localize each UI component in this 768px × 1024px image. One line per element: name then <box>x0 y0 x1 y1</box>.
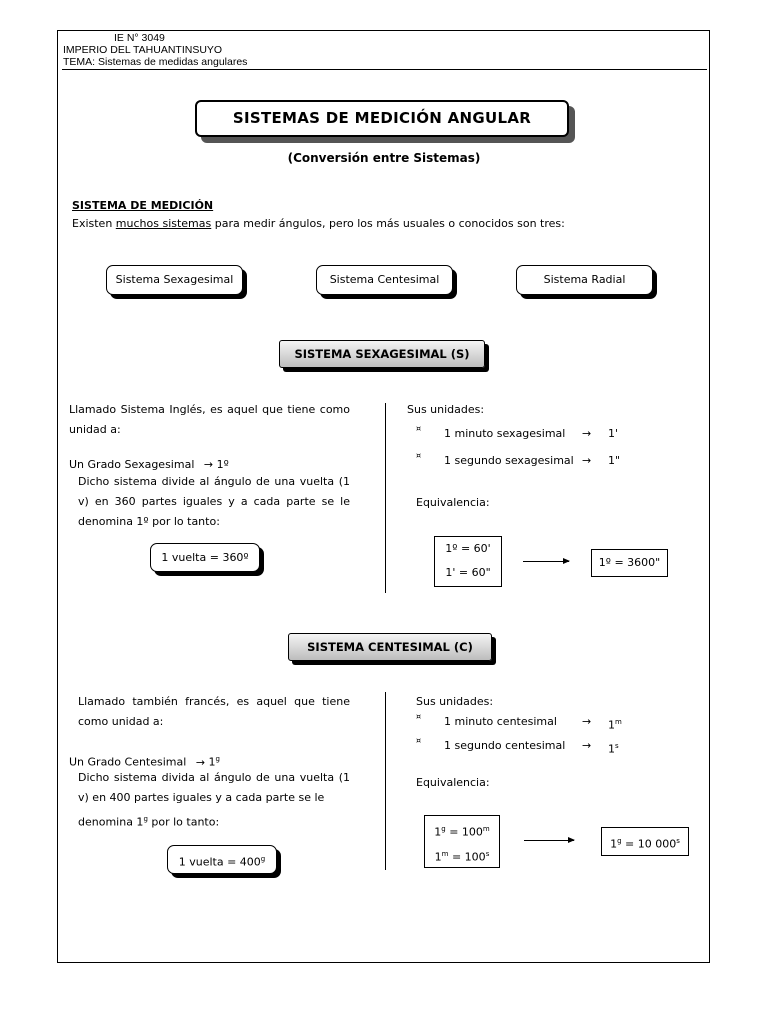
topic-line: TEMA: Sistemas de medidas angulares <box>63 56 248 68</box>
unit-name: 1 minuto centesimal <box>444 715 557 728</box>
main-title: SISTEMAS DE MEDICIÓN ANGULAR <box>195 100 569 137</box>
right-arrow-icon: → <box>195 755 206 769</box>
sexagesimal-vuelta-box: 1 vuelta = 360º <box>150 543 260 572</box>
column-divider <box>385 403 386 593</box>
equivalence-result: $1^g = 10$ 000$^s$ <box>601 827 689 856</box>
column-divider <box>385 692 386 870</box>
right-arrow-icon: → <box>582 427 592 440</box>
right-arrow-icon: → <box>203 458 214 471</box>
equivalence-result: 1º = 3600" <box>591 549 668 577</box>
system-box-sexagesimal: Sistema Sexagesimal <box>106 265 243 295</box>
unit-name: 1 segundo sexagesimal <box>444 454 574 467</box>
school-code: IE N° 3049 <box>114 32 165 44</box>
header-rule <box>62 69 707 70</box>
centesimal-detail-end: denomina 1$^g$ por lo tanto: <box>78 815 220 829</box>
section-heading-centesimal: SISTEMA CENTESIMAL (C) <box>288 633 492 661</box>
intro-text: Existen muchos sistemas para medir ángulos, pero los más usuales o conocidos son tres: <box>72 217 565 230</box>
bullet-icon: ¤ <box>416 451 422 460</box>
equivalence-cell: 1º = 60' <box>434 536 502 562</box>
equivalence-cell: $1^m = 100^s$ <box>424 841 500 868</box>
equivalence-cell: $1^g = 100^m$ <box>424 815 500 843</box>
bullet-icon: ¤ <box>416 424 422 433</box>
right-arrow-icon <box>524 840 574 841</box>
right-arrow-icon: → <box>582 715 592 728</box>
centesimal-unit: Un Grado Centesimal → 1$^g$ <box>69 755 220 769</box>
sexagesimal-description: Llamado Sistema Inglés, es aquel que tiene como unidad a: <box>69 403 350 436</box>
school-name: IMPERIO DEL TAHUANTINSUYO <box>63 44 223 56</box>
right-arrow-icon <box>523 561 569 562</box>
unit-symbol: 1" <box>608 454 621 467</box>
right-arrow-icon: → <box>582 454 592 467</box>
centesimal-description: Llamado también francés, es aquel que tiene como unidad a: <box>78 695 350 728</box>
right-arrow-icon: → <box>582 739 592 752</box>
centesimal-equiv-title: Equivalencia: <box>416 776 490 789</box>
unit-symbol: 1' <box>608 427 619 440</box>
section-heading-sexagesimal: SISTEMA SEXAGESIMAL (S) <box>279 340 485 368</box>
centesimal-vuelta-box: 1 vuelta = $400^g$ <box>167 845 277 874</box>
equivalence-cell: 1' = 60" <box>434 560 502 587</box>
unit-name: 1 minuto sexagesimal <box>444 427 566 440</box>
sexagesimal-units-title: Sus unidades: <box>407 403 485 416</box>
unit-symbol: 1$^s$ <box>608 742 619 756</box>
sexagesimal-equiv-title: Equivalencia: <box>416 496 490 509</box>
sexagesimal-detail: Dicho sistema divide al ángulo de una vuelta (1 v) en 360 partes iguales y a cada parte se le denomina 1º por lo tanto: <box>78 475 350 528</box>
underlined-phrase: muchos sistemas <box>115 217 212 230</box>
bullet-icon: ¤ <box>416 736 422 745</box>
bullet-icon: ¤ <box>416 712 422 721</box>
sexagesimal-unit: Un Grado Sexagesimal → 1º <box>69 458 229 471</box>
subtitle: (Conversión entre Sistemas) <box>287 151 481 165</box>
system-box-radial: Sistema Radial <box>516 265 653 295</box>
centesimal-units-title: Sus unidades: <box>416 695 494 708</box>
unit-symbol: 1$^m$ <box>608 718 622 732</box>
unit-name: 1 segundo centesimal <box>444 739 566 752</box>
centesimal-detail: Dicho sistema divida al ángulo de una vuelta (1 v) en 400 partes iguales y a cada parte se le <box>78 771 350 804</box>
system-box-centesimal: Sistema Centesimal <box>316 265 453 295</box>
intro-heading: SISTEMA DE MEDICIÓN <box>72 199 214 212</box>
